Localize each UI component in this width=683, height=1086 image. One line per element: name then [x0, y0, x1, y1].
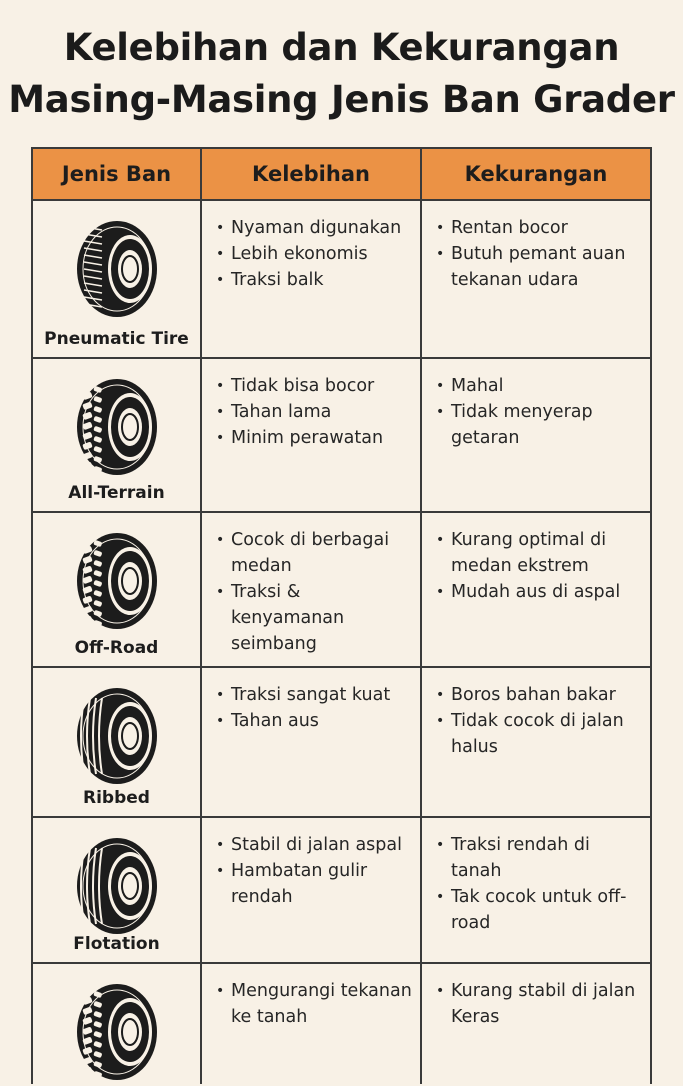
pros-list: [202, 818, 420, 910]
table-row: [33, 668, 650, 818]
tire-type-name: Flotation: [73, 934, 160, 954]
cons-list: [422, 359, 650, 451]
table-row: [33, 964, 650, 1084]
cons-cell: [420, 964, 650, 1084]
tire-type-name: Ribbed: [83, 788, 150, 808]
header-jenis-ban: Jenis Ban: [61, 162, 172, 186]
pros-cell: [200, 359, 420, 511]
table-row: [33, 201, 650, 359]
cons-list: [422, 513, 650, 605]
all-terrain-tire-icon: [74, 359, 160, 481]
table-row: [33, 513, 650, 668]
ribbed-tire-icon: [74, 668, 160, 790]
title-line-1: Kelebihan dan Kekurangan: [63, 26, 620, 69]
table-row: [33, 818, 650, 964]
con-item: • Tidak cocok di jalan halus: [434, 708, 644, 760]
title-line-2: Masing-Masing Jenis Ban Grader: [8, 78, 675, 121]
flotation-tire-icon: [74, 818, 160, 940]
con-item: • Kurang optimal di medan ekstrem: [434, 527, 644, 579]
pros-cell: [200, 668, 420, 816]
page-title: [0, 22, 683, 126]
pros-list: [202, 964, 420, 1030]
cons-list: [422, 668, 650, 760]
cons-cell: [420, 201, 650, 357]
tire-type-cell: [33, 513, 200, 666]
con-item: • Mahal: [434, 373, 644, 399]
con-item: • Kurang stabil di jalan Keras: [434, 978, 644, 1030]
pros-list: [202, 359, 420, 451]
pro-item: • Stabil di jalan aspal: [214, 832, 414, 858]
cons-list: [422, 964, 650, 1030]
con-item: • Mudah aus di aspal: [434, 579, 644, 605]
pros-list: [202, 668, 420, 734]
con-item: • Boros bahan bakar: [434, 682, 644, 708]
con-item: • Traksi rendah di tanah: [434, 832, 644, 884]
table-header: [33, 149, 650, 201]
tire-type-cell: [33, 359, 200, 511]
tire-type-cell: [33, 818, 200, 962]
tire-icon: [74, 964, 160, 1086]
pro-item: • Tahan lama: [214, 399, 414, 425]
cons-cell: [420, 668, 650, 816]
tire-type-name: Off-Road: [74, 638, 159, 658]
pro-item: • Lebih ekonomis: [214, 241, 414, 267]
cons-cell: [420, 513, 650, 666]
con-item: • Rentan bocor: [434, 215, 644, 241]
pros-list: [202, 513, 420, 657]
cons-list: [422, 818, 650, 936]
table-body: [33, 201, 650, 1084]
pro-item: • Tidak bisa bocor: [214, 373, 414, 399]
pros-cell: [200, 201, 420, 357]
pro-item: • Hambatan gulir rendah: [214, 858, 414, 910]
con-item: • Tidak menyerap getaran: [434, 399, 644, 451]
tire-type-name: All-Terrain: [68, 483, 165, 503]
header-kekurangan: Kekurangan: [420, 149, 650, 199]
pro-item: • Mengurangi tekanan ke tanah: [214, 978, 414, 1030]
pro-item: • Minim perawatan: [214, 425, 414, 451]
pro-item: • Traksi balk: [214, 267, 414, 293]
pro-item: • Nyaman digunakan: [214, 215, 414, 241]
pro-item: • Traksi & kenyamanan seimbang: [214, 579, 414, 657]
tire-type-cell: [33, 668, 200, 816]
pro-item: • Traksi sangat kuat: [214, 682, 414, 708]
table-row: [33, 359, 650, 513]
con-item: • Tak cocok untuk off-road: [434, 884, 644, 936]
tire-type-name: Pneumatic Tire: [44, 329, 189, 349]
pro-item: • Tahan aus: [214, 708, 414, 734]
header-kelebihan: Kelebihan: [200, 149, 420, 199]
con-item: • Butuh pemant auan tekanan udara: [434, 241, 644, 293]
pneumatic-tire-icon: [74, 201, 160, 323]
comparison-table: [31, 147, 652, 1084]
cons-cell: [420, 818, 650, 962]
tire-type-cell: [33, 964, 200, 1084]
pros-cell: [200, 964, 420, 1084]
cons-cell: [420, 359, 650, 511]
cons-list: [422, 201, 650, 293]
off-road-tire-icon: [74, 513, 160, 635]
pros-cell: [200, 513, 420, 666]
tire-type-cell: [33, 201, 200, 357]
pros-cell: [200, 818, 420, 962]
pros-list: [202, 201, 420, 293]
pro-item: • Cocok di berbagai medan: [214, 527, 414, 579]
